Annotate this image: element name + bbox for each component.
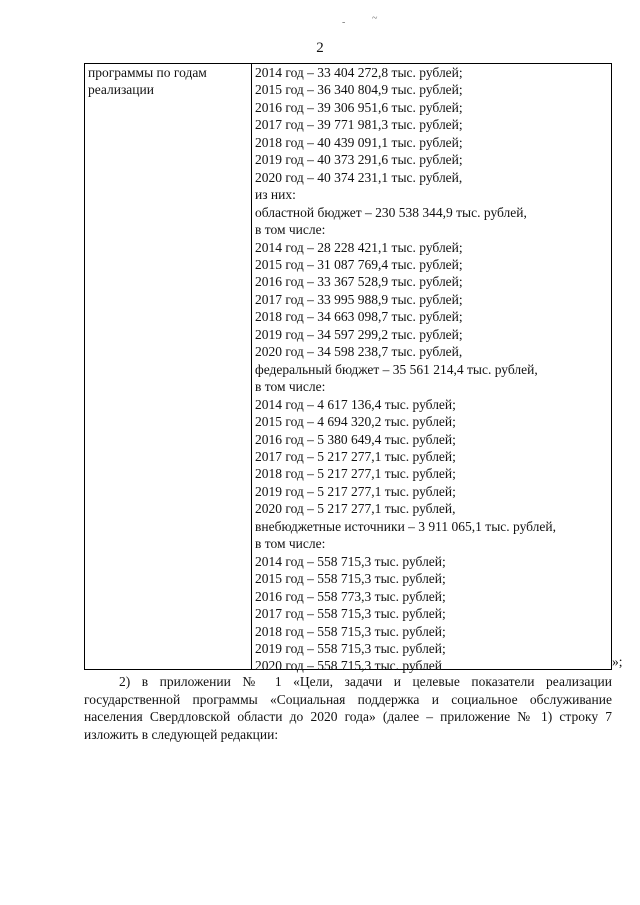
funding-line: 2019 год – 5 217 277,1 тыс. рублей; bbox=[255, 483, 456, 499]
funding-line: 2018 год – 34 663 098,7 тыс. рублей; bbox=[255, 309, 463, 325]
page-number: 2 bbox=[316, 40, 324, 56]
funding-line: 2019 год – 34 597 299,2 тыс. рублей; bbox=[255, 326, 463, 342]
column-divider bbox=[251, 64, 252, 669]
funding-line: 2014 год – 4 617 136,4 тыс. рублей; bbox=[255, 396, 456, 412]
label-line: программы по годам bbox=[88, 65, 207, 80]
funding-line: 2017 год – 558 715,3 тыс. рублей; bbox=[255, 606, 446, 622]
funding-line: 2016 год – 5 380 649,4 тыс. рублей; bbox=[255, 431, 456, 447]
funding-line: в том числе: bbox=[255, 379, 326, 395]
funding-line: 2016 год – 558 773,3 тыс. рублей; bbox=[255, 588, 446, 604]
funding-line: 2017 год – 33 995 988,9 тыс. рублей; bbox=[255, 291, 463, 307]
label-line: реализации bbox=[88, 82, 154, 98]
funding-line: 2020 год – 558 715,3 тыс. рублей bbox=[255, 658, 443, 674]
funding-line: 2020 год – 34 598 238,7 тыс. рублей, bbox=[255, 344, 463, 360]
scan-artifact: - bbox=[342, 17, 346, 28]
closing-quote-mark: »; bbox=[612, 654, 623, 669]
funding-line: областной бюджет – 230 538 344,9 тыс. рублей, bbox=[255, 204, 527, 220]
table-label-cell bbox=[88, 64, 248, 99]
funding-line: федеральный бюджет – 35 561 214,4 тыс. рублей, bbox=[255, 361, 538, 377]
funding-line: 2020 год – 40 374 231,1 тыс. рублей, bbox=[255, 169, 463, 185]
funding-line: 2016 год – 33 367 528,9 тыс. рублей; bbox=[255, 274, 463, 290]
funding-line: из них: bbox=[255, 187, 296, 203]
amendment-paragraph bbox=[84, 673, 612, 743]
funding-line: 2015 год – 31 087 769,4 тыс. рублей; bbox=[255, 256, 463, 272]
funding-line: 2015 год – 36 340 804,9 тыс. рублей; bbox=[255, 82, 463, 98]
scan-artifact: ~ bbox=[372, 13, 378, 24]
funding-line: в том числе: bbox=[255, 222, 326, 238]
funding-line: 2018 год – 40 439 091,1 тыс. рублей; bbox=[255, 134, 463, 150]
funding-line: 2015 год – 558 715,3 тыс. рублей; bbox=[255, 571, 446, 587]
paragraph-text: в приложении № 1 «Цели, задачи и целевые показатели реализации государственной программы «Социальная поддержка и социальное обслуживание населения Свердловской области до 2020 года» (далее – приложение № 1) строку 7 изложить в следующей редакции: bbox=[84, 674, 613, 742]
funding-line: 2016 год – 39 306 951,6 тыс. рублей; bbox=[255, 99, 463, 115]
funding-line: 2019 год – 40 373 291,6 тыс. рублей; bbox=[255, 152, 463, 168]
funding-line: 2018 год – 5 217 277,1 тыс. рублей; bbox=[255, 466, 456, 482]
paragraph-number: 2) bbox=[119, 674, 131, 689]
funding-line: 2020 год – 5 217 277,1 тыс. рублей, bbox=[255, 501, 456, 517]
funding-line: 2018 год – 558 715,3 тыс. рублей; bbox=[255, 623, 446, 639]
funding-line: 2017 год – 5 217 277,1 тыс. рублей; bbox=[255, 448, 456, 464]
program-funding-table bbox=[84, 63, 612, 674]
funding-line: внебюджетные источники – 3 911 065,1 тыс. рублей, bbox=[255, 518, 557, 534]
funding-line: 2014 год – 558 715,3 тыс. рублей; bbox=[255, 553, 446, 569]
funding-line: 2015 год – 4 694 320,2 тыс. рублей; bbox=[255, 414, 456, 430]
funding-line: в том числе: bbox=[255, 536, 326, 552]
funding-line: 2014 год – 33 404 272,8 тыс. рублей; bbox=[255, 65, 463, 80]
funding-line: 2014 год – 28 228 421,1 тыс. рублей; bbox=[255, 239, 463, 255]
table-value-cell bbox=[255, 64, 607, 675]
funding-line: 2017 год – 39 771 981,3 тыс. рублей; bbox=[255, 117, 463, 133]
funding-line: 2019 год – 558 715,3 тыс. рублей; bbox=[255, 640, 446, 656]
